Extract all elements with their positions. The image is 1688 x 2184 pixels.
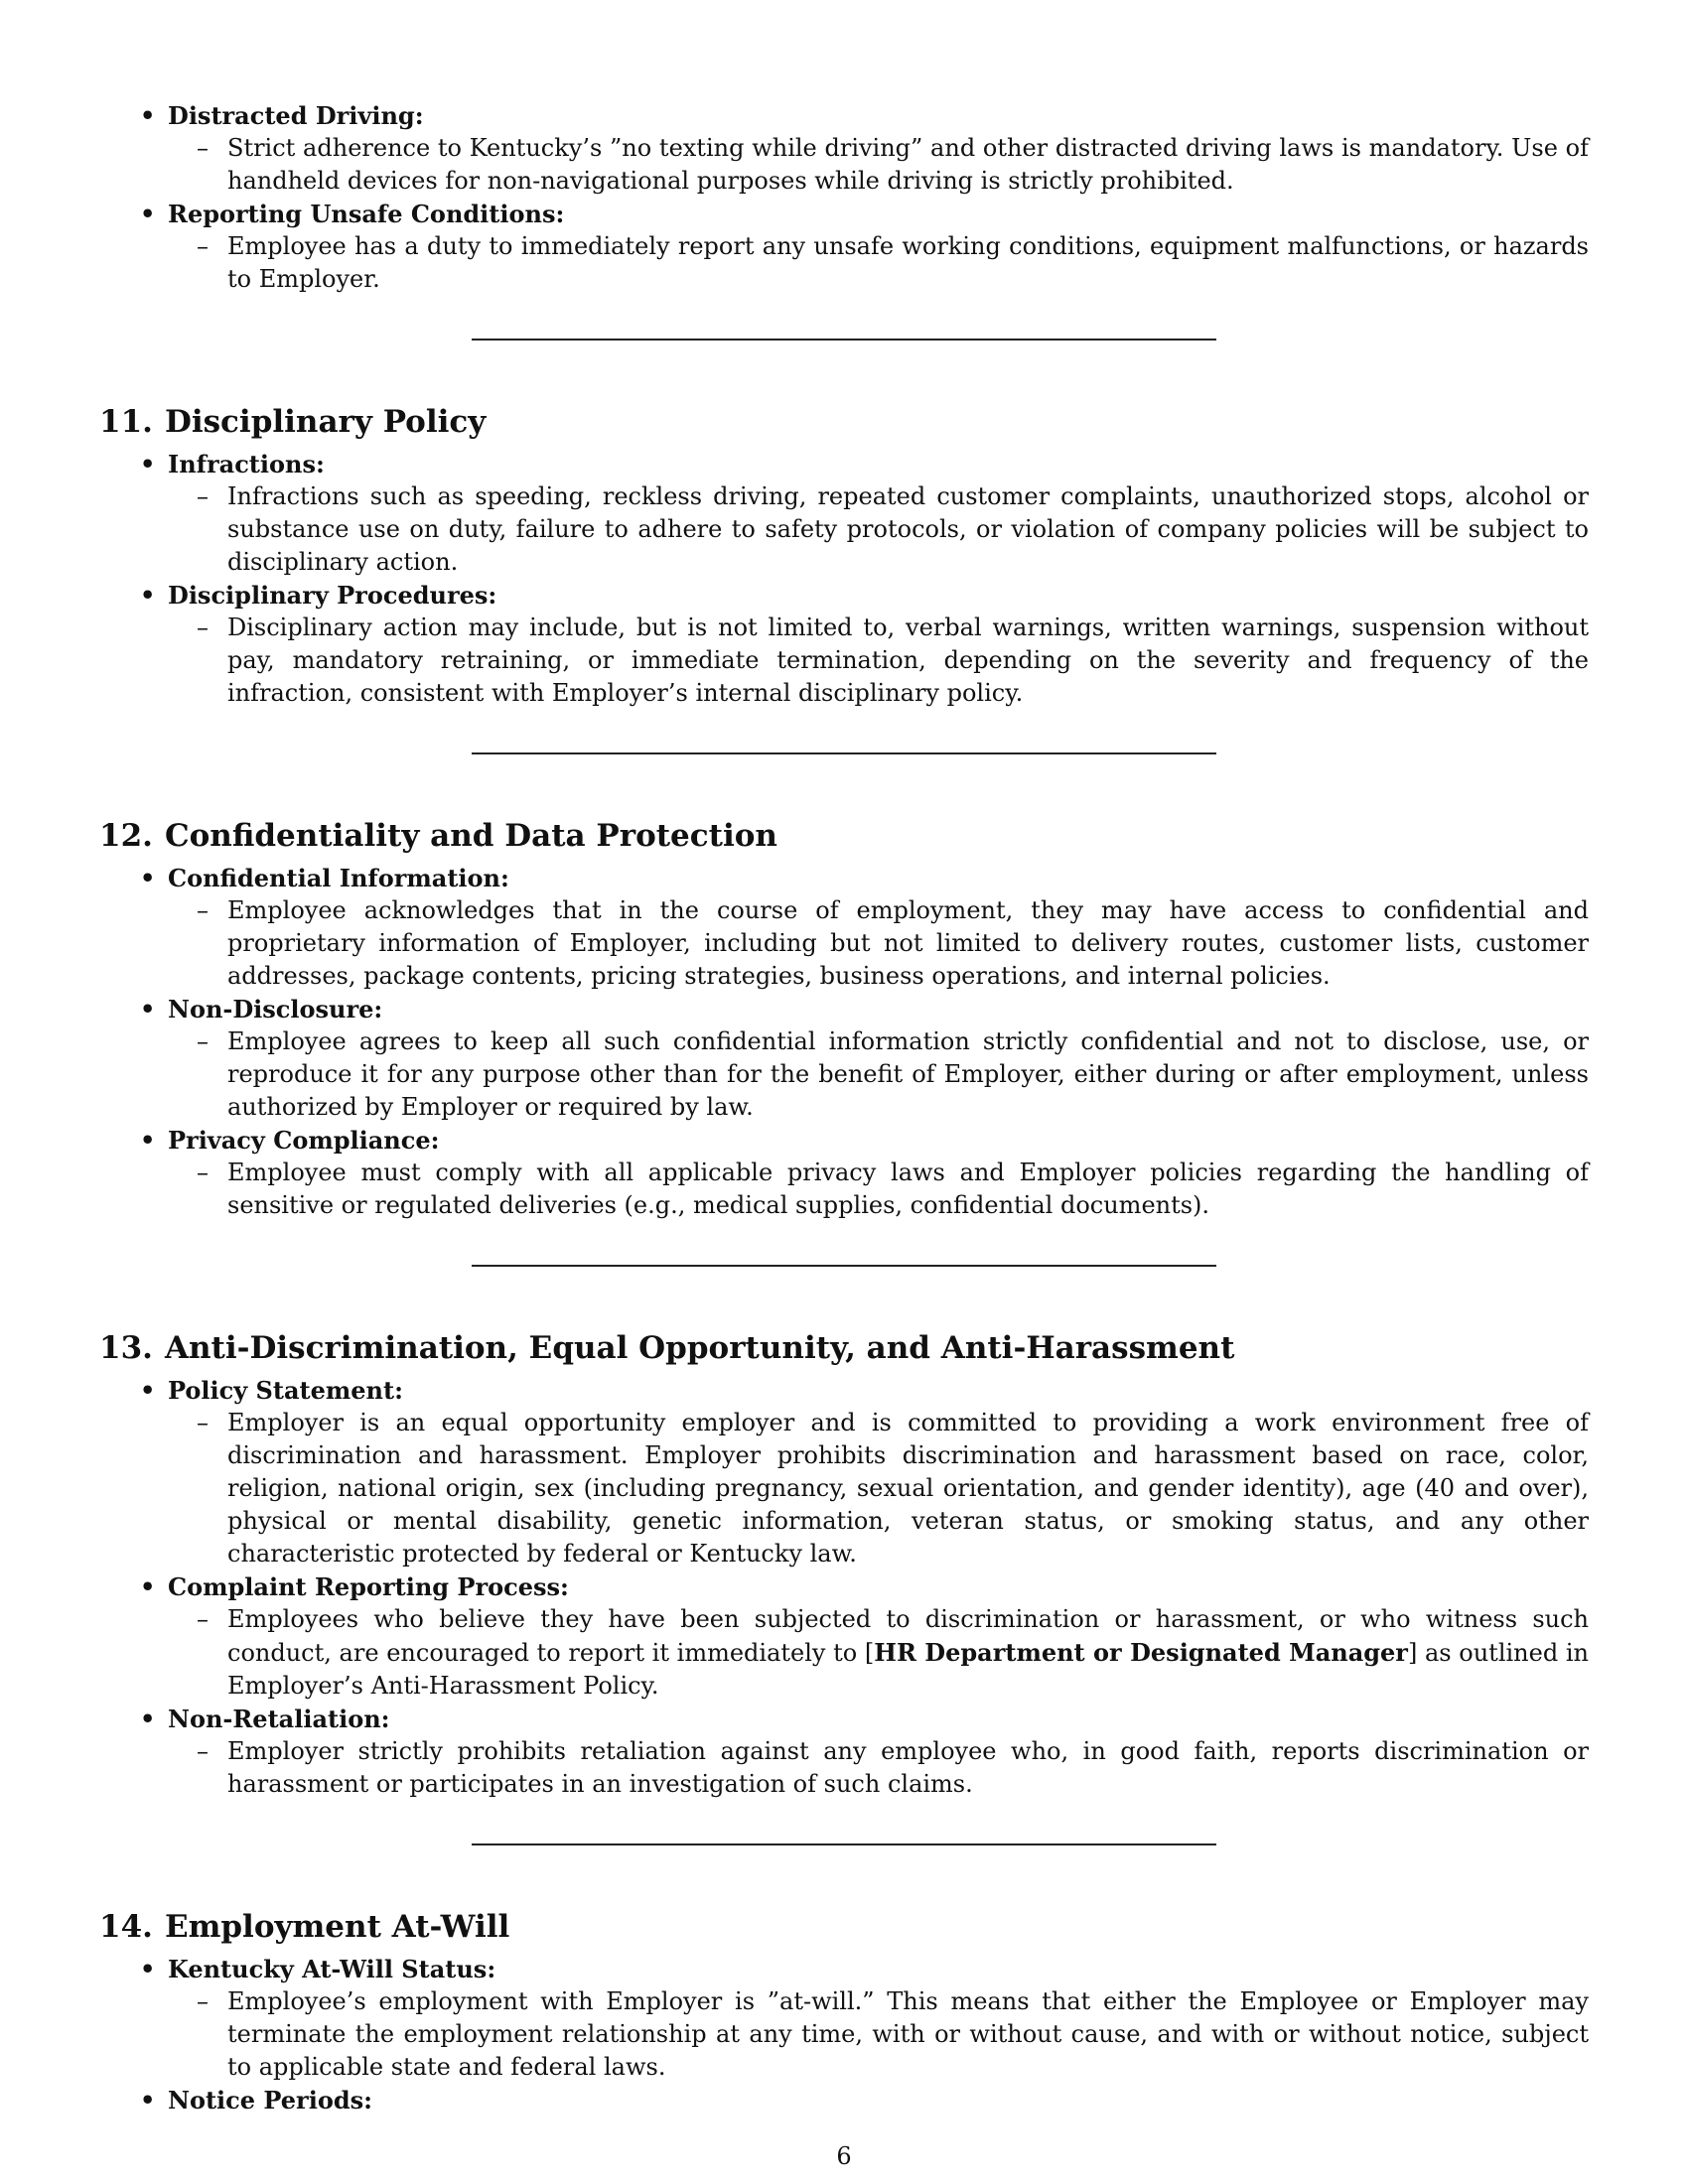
list-item — [99, 862, 1589, 993]
item-label: Confidential Information: — [168, 864, 509, 892]
item-label: Reporting Unsafe Conditions: — [168, 200, 565, 228]
section-number: 13. — [99, 1330, 153, 1366]
bullet-icon: • — [140, 101, 156, 130]
list-item — [99, 1124, 1589, 1222]
bullet-icon: • — [140, 864, 156, 892]
dash-icon: – — [197, 1987, 209, 2015]
item-label: Non-Disclosure: — [168, 995, 383, 1024]
section-number: 14. — [99, 1909, 153, 1945]
section-heading — [99, 402, 1589, 442]
bullet-list — [99, 99, 1589, 296]
item-label: Complaint Reporting Process: — [168, 1572, 569, 1601]
bullet-icon: • — [140, 1572, 156, 1601]
bullet-icon: • — [140, 1376, 156, 1405]
item-label: Non-Retaliation: — [168, 1705, 390, 1733]
section-divider — [472, 1265, 1216, 1267]
item-label: Policy Statement: — [168, 1376, 403, 1405]
item-text: Employee must comply with all applicable privacy laws and Employer policies regarding the handling of sensitive or regulated deliveries (e.g., medical supplies, confidential documents). — [227, 1159, 1589, 1219]
list-item — [99, 1703, 1589, 1801]
dash-icon: – — [197, 1027, 209, 1055]
section-title: Confidentiality and Data Protection — [164, 818, 777, 854]
section-heading — [99, 816, 1589, 856]
bullet-icon: • — [140, 200, 156, 228]
item-label: Notice Periods: — [168, 2086, 372, 2115]
dash-icon: – — [197, 232, 209, 260]
dash-icon: – — [197, 1159, 209, 1186]
list-item — [99, 448, 1589, 579]
item-text: Infractions such as speeding, reckless driving, repeated customer complaints, unauthorized stops, alcohol or substance use on duty, failure to adhere to safety protocols, or violation of company policies will be subject to disciplinary action. — [227, 482, 1589, 576]
item-label: Kentucky At-Will Status: — [168, 1955, 496, 1983]
section-title: Employment At-Will — [164, 1909, 510, 1945]
dash-icon: – — [197, 614, 209, 641]
section-heading — [99, 1907, 1589, 1947]
bullet-icon: • — [140, 1126, 156, 1155]
section-number: 11. — [99, 404, 153, 440]
item-text: Employees who believe they have been subjected to discrimination or harassment, or who witness such conduct, are encouraged to report it immediately to [ — [227, 1605, 1589, 1667]
bullet-icon: • — [140, 450, 156, 478]
hr-contact-placeholder: HR Department or Designated Manager — [874, 1638, 1408, 1667]
bullet-icon: • — [140, 995, 156, 1024]
item-text: Employee acknowledges that in the course of employment, they may have access to confidential and proprietary information of Employer, including but not limited to delivery routes, customer lists, customer addresses, package contents, pricing strategies, business operations, and internal policies. — [227, 896, 1589, 990]
bullet-icon: • — [140, 581, 156, 610]
bullet-list — [99, 1374, 1589, 1801]
dash-icon: – — [197, 896, 209, 924]
list-item — [99, 1374, 1589, 1570]
section-title: Anti-Discrimination, Equal Opportunity, and Anti-Harassment — [164, 1330, 1235, 1366]
list-item — [99, 993, 1589, 1124]
item-text: Employee’s employment with Employer is ”at-will.” This means that either the Employee or Employer may terminate the employment relationship at any time, with or without cause, and with or without notice, subject to applicable state and federal laws. — [227, 1987, 1589, 2081]
section-title: Disciplinary Policy — [164, 404, 487, 440]
item-label: Distracted Driving: — [168, 101, 424, 130]
bullet-list — [99, 862, 1589, 1222]
item-label: Infractions: — [168, 450, 325, 478]
item-text: Employee agrees to keep all such confidential information strictly confidential and not to disclose, use, or reproduce it for any purpose other than for the benefit of Employer, either during or after employment, unless authorized by Employer or required by law. — [227, 1027, 1589, 1121]
list-item — [99, 1570, 1589, 1703]
bullet-list — [99, 1953, 1589, 2116]
dash-icon: – — [197, 482, 209, 510]
section-number: 12. — [99, 818, 153, 854]
item-text: Employer strictly prohibits retaliation against any employee who, in good faith, reports discrimination or harassment or participates in an investigation of such claims. — [227, 1737, 1589, 1798]
bullet-icon: • — [140, 1955, 156, 1983]
item-text: Disciplinary action may include, but is not limited to, verbal warnings, written warnings, suspension without pay, mandatory retraining, or immediate termination, depending on the severity and frequency of the infraction, consistent with Employer’s internal disciplinary policy. — [227, 614, 1589, 707]
dash-icon: – — [197, 1737, 209, 1765]
list-item — [99, 2084, 1589, 2116]
list-item — [99, 1953, 1589, 2084]
list-item — [99, 99, 1589, 198]
bullet-list — [99, 448, 1589, 710]
item-text: Strict adherence to Kentucky’s ”no texting while driving” and other distracted driving laws is mandatory. Use of handheld devices for non-navigational purposes while driving is strictly prohibited. — [227, 134, 1589, 195]
item-label: Disciplinary Procedures: — [168, 581, 497, 610]
item-text-continued: ] as outlined in Employer’s Anti-Harassment Policy. — [227, 1639, 1590, 1700]
item-text: Employer is an equal opportunity employer and is committed to providing a work environment free of discrimination and harassment. Employer prohibits discrimination and harassment based on race, color, religion, national origin, sex (including pregnancy, sexual orientation, and gender identity), age (40 and over), physical or mental disability, genetic information, veteran status, or smoking status, and any other characteristic protected by federal or Kentucky law. — [227, 1409, 1589, 1568]
bullet-icon: • — [140, 1705, 156, 1733]
section-divider — [472, 752, 1216, 754]
dash-icon: – — [197, 1409, 209, 1436]
page-number: 6 — [836, 2142, 852, 2170]
dash-icon: – — [197, 134, 209, 162]
bullet-icon: • — [140, 2086, 156, 2115]
dash-icon: – — [197, 1605, 209, 1633]
document-page — [99, 99, 1589, 2116]
item-text: Employee has a duty to immediately report any unsafe working conditions, equipment malfunctions, or hazards to Employer. — [227, 232, 1589, 293]
section-divider — [472, 1843, 1216, 1845]
list-item — [99, 198, 1589, 296]
item-label: Privacy Compliance: — [168, 1126, 440, 1155]
section-heading — [99, 1328, 1589, 1368]
section-divider — [472, 339, 1216, 341]
list-item — [99, 579, 1589, 710]
